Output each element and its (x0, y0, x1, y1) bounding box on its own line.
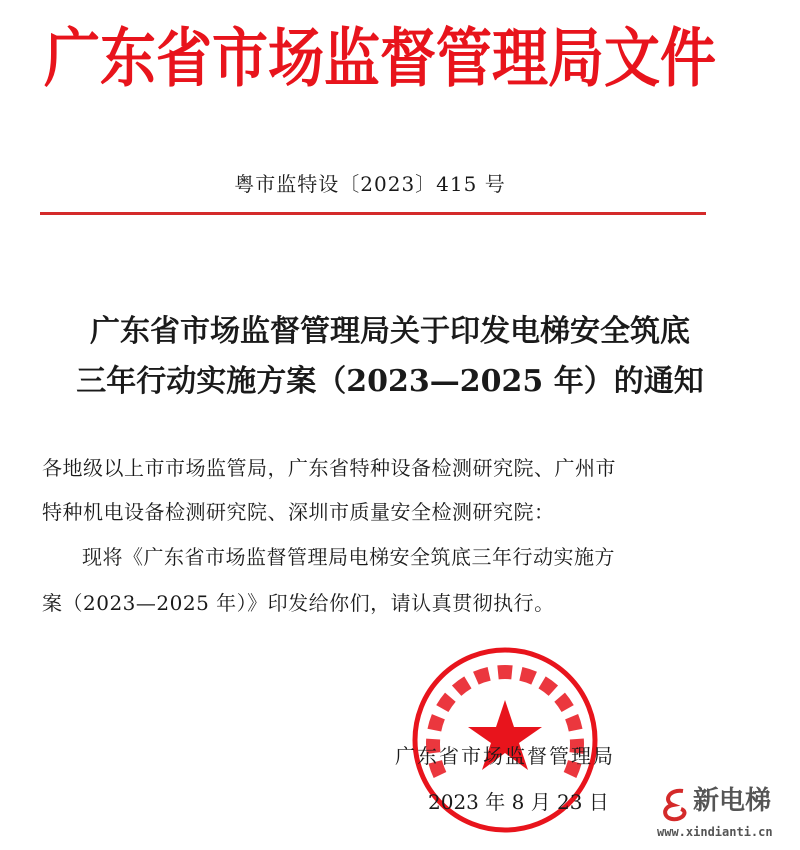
watermark-url: www.xindianti.cn (657, 825, 773, 839)
header-divider (40, 212, 706, 215)
document-number: 粤市监特设〔2023〕415 号 (234, 172, 506, 196)
watermark-name: 新电梯 (693, 786, 772, 816)
notice-title-line-2: 三年行动实施方案（2023—2025 年）的通知 (76, 364, 704, 399)
body-line: 特种机电设备检测研究院、深圳市质量安全检测研究院： (42, 500, 555, 524)
document-header-title: 广东省市场监督管理局文件 (44, 21, 716, 97)
body-line: 现将《广东省市场监督管理局电梯安全筑底三年行动实施方 (82, 545, 615, 569)
body-line: 案（2023—2025 年）》印发给你们，请认真贯彻执行。 (42, 591, 555, 615)
logo-icon (659, 787, 691, 823)
watermark-logo (655, 785, 800, 845)
signature-org: 广东省市场监督管理局 (395, 744, 615, 768)
signature-date: 2023 年 8 月 23 日 (428, 790, 609, 814)
body-line: 各地级以上市市场监管局，广东省特种设备检测研究院、广州市 (42, 456, 616, 480)
notice-title-line-1: 广东省市场监督管理局关于印发电梯安全筑底 (90, 314, 690, 349)
